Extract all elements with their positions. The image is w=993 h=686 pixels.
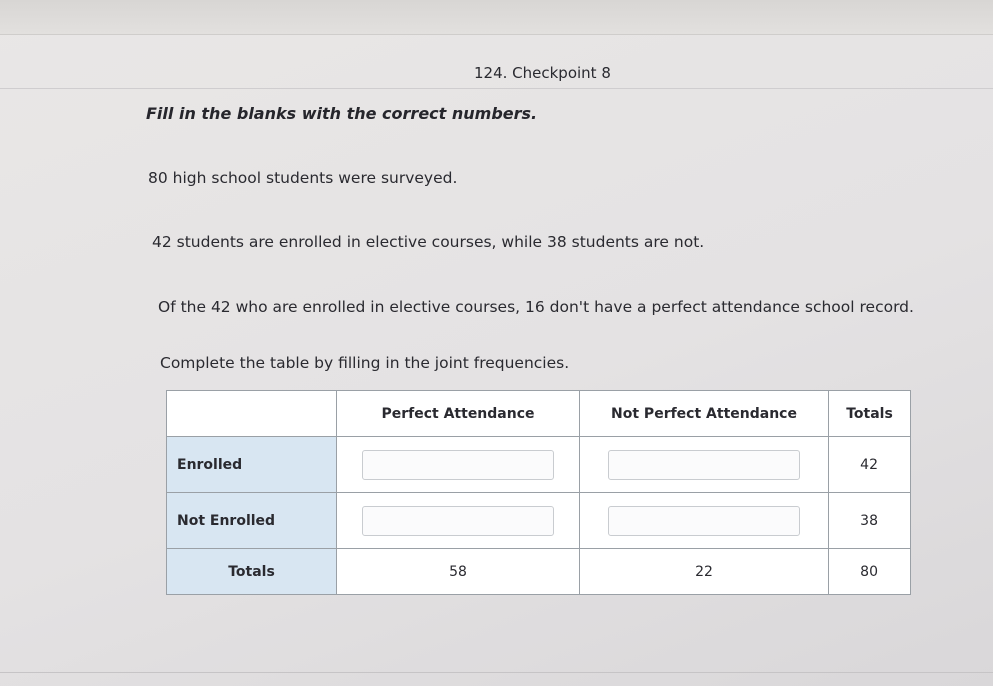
two-way-frequency-table xyxy=(166,390,911,595)
table-row-totals xyxy=(167,549,911,595)
not-enrolled-perfect-cell xyxy=(337,493,580,549)
top-browser-strip xyxy=(0,0,993,35)
row-header-totals: Totals xyxy=(167,549,337,595)
header-divider xyxy=(0,88,993,89)
column-header-totals: Totals xyxy=(829,391,911,437)
grand-total-value: 80 xyxy=(829,549,911,595)
instruction-text: Fill in the blanks with the correct numbers. xyxy=(146,104,538,123)
corner-header xyxy=(167,391,337,437)
problem-paragraph: 80 high school students were surveyed. xyxy=(148,169,458,187)
question-number: 124. Checkpoint 8 xyxy=(474,64,611,82)
not-enrolled-not-perfect-input[interactable] xyxy=(608,506,800,536)
not-enrolled-not-perfect-cell xyxy=(580,493,829,549)
enrolled-not-perfect-cell xyxy=(580,437,829,493)
enrolled-not-perfect-input[interactable] xyxy=(608,450,800,480)
column-header-not-perfect-attendance: Not Perfect Attendance xyxy=(580,391,829,437)
enrolled-perfect-cell xyxy=(337,437,580,493)
column-header-perfect-attendance: Perfect Attendance xyxy=(337,391,580,437)
table-row-not-enrolled xyxy=(167,493,911,549)
bottom-divider xyxy=(0,672,993,673)
table-header-row xyxy=(167,391,911,437)
table-row-enrolled xyxy=(167,437,911,493)
row-header-enrolled: Enrolled xyxy=(167,437,337,493)
enrolled-perfect-input[interactable] xyxy=(362,450,554,480)
not-enrolled-total-value: 38 xyxy=(829,493,911,549)
problem-paragraph: Of the 42 who are enrolled in elective courses, 16 don't have a perfect attendance school record. xyxy=(158,298,914,316)
problem-paragraph: Complete the table by filling in the joint frequencies. xyxy=(160,354,570,372)
problem-paragraph: 42 students are enrolled in elective courses, while 38 students are not. xyxy=(152,233,705,251)
enrolled-total-value: 42 xyxy=(829,437,911,493)
row-header-not-enrolled: Not Enrolled xyxy=(167,493,337,549)
totals-perfect-value: 58 xyxy=(337,549,580,595)
totals-not-perfect-value: 22 xyxy=(580,549,829,595)
not-enrolled-perfect-input[interactable] xyxy=(362,506,554,536)
